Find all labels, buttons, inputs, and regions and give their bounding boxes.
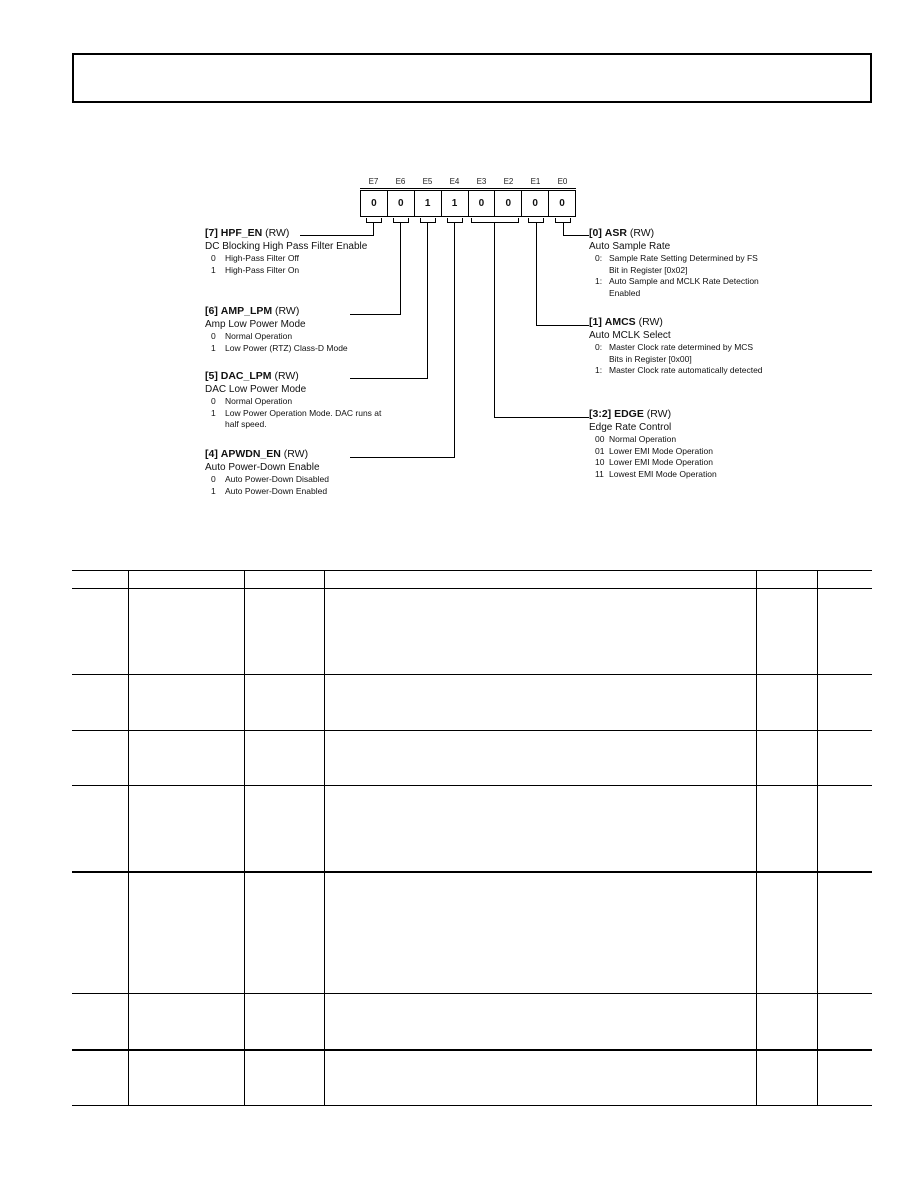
bit-label: E5 (422, 177, 433, 186)
field-amcs (589, 316, 764, 377)
bit-label: E3 (476, 177, 487, 186)
bit-value: 1 (415, 191, 442, 216)
field-option: 0: Master Clock rate determined by MCS Bits in Register [0x00] (595, 342, 754, 364)
field-description: Auto MCLK Select (589, 330, 671, 341)
table-row-rule (72, 674, 872, 675)
bit-label: E6 (395, 177, 406, 186)
field-bits: [6] (205, 305, 218, 317)
field-bits: [0] (589, 227, 602, 239)
bit-value: 0 (388, 191, 415, 216)
field-option: 01 Lower EMI Mode Operation (595, 445, 713, 456)
field-description: Amp Low Power Mode (205, 319, 306, 330)
table-header-rule (72, 588, 872, 589)
field-option: 10 Lower EMI Mode Operation (595, 457, 713, 467)
field-amp-lpm (205, 305, 385, 354)
field-option: 0: Sample Rate Setting Determined by FS Bit in Register [0x02] (595, 253, 758, 275)
bit-label: E7 (368, 177, 379, 186)
field-option: 1: Auto Sample and MCLK Rate Detection Enabled (595, 276, 759, 298)
bit-label: E2 (503, 177, 514, 186)
field-name: AMCS (604, 316, 636, 328)
field-bits: [4] (205, 448, 218, 460)
bit-label: E0 (557, 177, 568, 186)
field-dac-lpm (205, 370, 385, 431)
field-access: (RW) (638, 316, 663, 328)
table-bottom-rule (72, 1105, 872, 1106)
field-access: (RW) (629, 227, 655, 239)
field-bits: [7] (205, 227, 218, 239)
field-access: (RW) (265, 227, 290, 239)
field-option: 0 Normal Operation (211, 396, 293, 406)
field-bits: [5] (205, 370, 218, 382)
field-option: 0 Normal Operation (211, 331, 293, 341)
field-description: Auto Power-Down Enable (205, 462, 320, 473)
field-access: (RW) (274, 370, 299, 382)
bit-value: 1 (442, 191, 469, 216)
field-description: Auto Sample Rate (589, 241, 671, 252)
table-column-rule (817, 570, 818, 1106)
field-name: EDGE (614, 408, 644, 420)
field-option: 0 Auto Power-Down Disabled (211, 474, 329, 484)
field-name: DAC_LPM (220, 370, 272, 382)
table-row-rule (72, 993, 872, 994)
field-name: AMP_LPM (220, 305, 273, 317)
bit-value-row (360, 190, 576, 217)
field-description: DC Blocking High Pass Filter Enable (205, 241, 368, 252)
field-option: 00 Normal Operation (595, 434, 677, 444)
table-column-rule (244, 570, 245, 1106)
field-option: 1 Auto Power-Down Enabled (211, 485, 328, 496)
field-access: (RW) (275, 305, 300, 317)
bit-value: 0 (495, 191, 522, 216)
field-name: APWDN_EN (220, 448, 281, 460)
field-name: HPF_EN (220, 227, 263, 239)
bit-value: 0 (469, 191, 496, 216)
table-row-rule (72, 871, 872, 873)
table-row-rule (72, 785, 872, 786)
field-option: 1 Low Power Operation Mode. DAC runs at half speed. (211, 407, 382, 429)
field-hpf-en (205, 227, 385, 276)
field-option: 1 High-Pass Filter On (211, 264, 300, 275)
bit-label: E1 (530, 177, 541, 186)
bit-label: E4 (449, 177, 460, 186)
field-description: Edge Rate Control (589, 422, 672, 433)
field-option: 1: Master Clock rate automatically detected (595, 365, 763, 375)
field-edge (589, 408, 764, 480)
field-asr (589, 227, 764, 299)
bit-description-table (72, 570, 872, 1106)
field-option: 1 Low Power (RTZ) Class-D Mode (211, 342, 348, 353)
field-option: 11 Lowest EMI Mode Operation (595, 468, 717, 479)
bit-value: 0 (522, 191, 549, 216)
bit-header-rule (360, 188, 576, 189)
table-row-rule (72, 1049, 872, 1051)
field-name: ASR (604, 227, 627, 239)
table-column-rule (324, 570, 325, 1106)
table-row-rule (72, 730, 872, 731)
table-top-rule (72, 570, 872, 571)
field-description: DAC Low Power Mode (205, 384, 307, 395)
table-column-rule (756, 570, 757, 1106)
field-access: (RW) (646, 408, 672, 420)
field-option: 0 High-Pass Filter Off (211, 253, 300, 263)
bit-value: 0 (361, 191, 388, 216)
field-bits: [3:2] (589, 408, 612, 420)
table-column-rule (128, 570, 129, 1106)
field-apwdn-en (205, 448, 385, 497)
field-access: (RW) (283, 448, 309, 460)
bit-value: 0 (559, 198, 565, 209)
register-diagram (0, 0, 918, 520)
field-bits: [1] (589, 316, 602, 328)
